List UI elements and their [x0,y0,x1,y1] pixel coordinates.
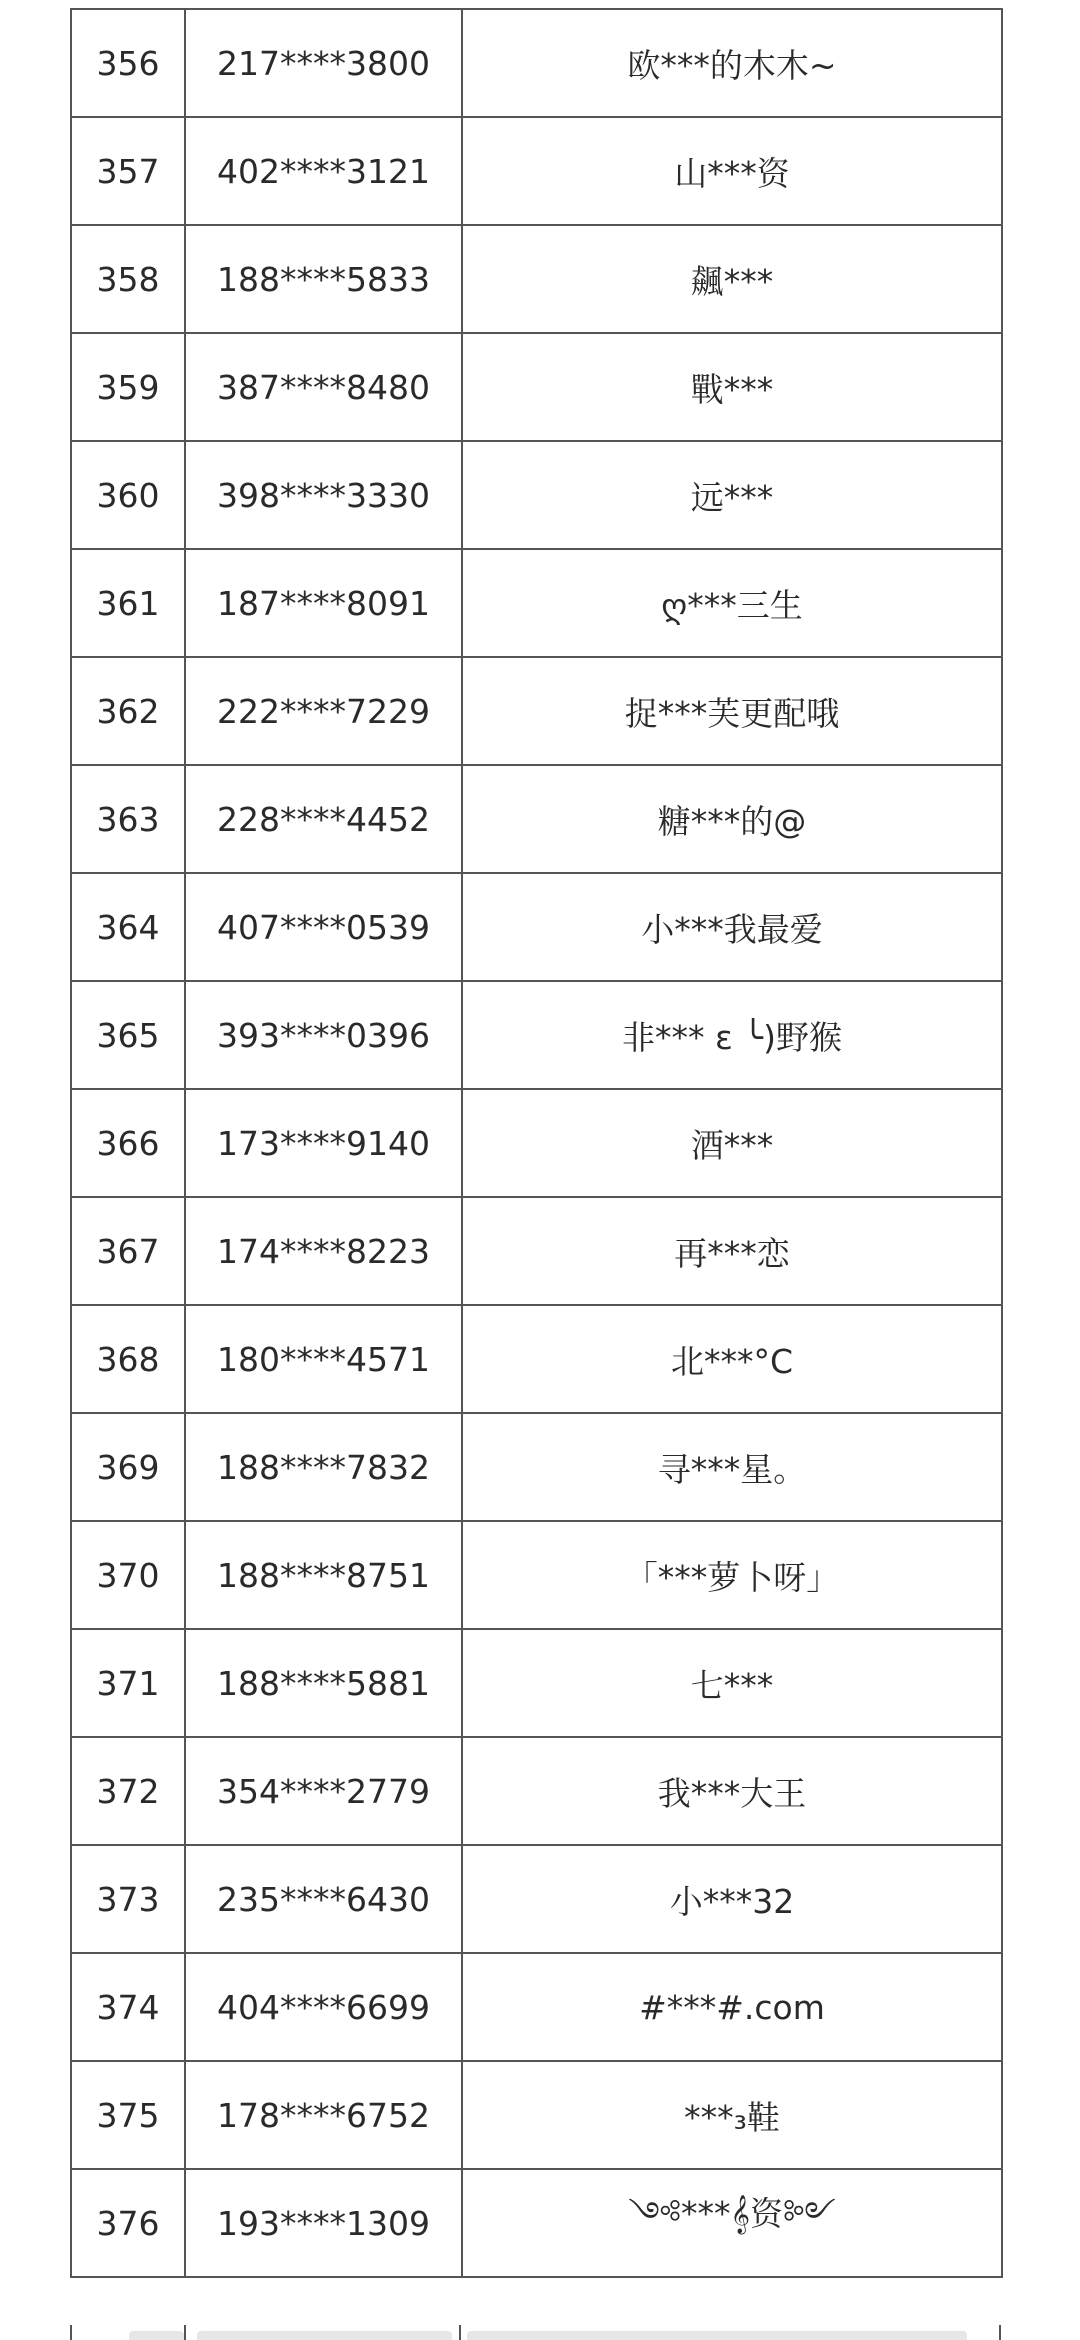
table-row [71,9,1002,117]
row-index-cell: 359 [71,333,185,441]
row-index-cell: 362 [71,657,185,765]
table-row [71,1305,1002,1413]
row-name-cell: ღ***三生 [462,549,1002,657]
row-id-cell: 235****6430 [185,1845,462,1953]
row-name-cell: 酒*** [462,1089,1002,1197]
table-body [71,9,1002,2277]
row-index-cell: 360 [71,441,185,549]
table-row [71,1521,1002,1629]
table-row [71,765,1002,873]
row-name-cell: #***#.com [462,1953,1002,2061]
table-row [71,2061,1002,2169]
row-id-cell: 178****6752 [185,2061,462,2169]
row-name-cell: 山***资 [462,117,1002,225]
row-name-cell: 北***°C [462,1305,1002,1413]
row-name-cell: 再***恋 [462,1197,1002,1305]
row-id-cell: 180****4571 [185,1305,462,1413]
row-index-cell: 358 [71,225,185,333]
table-row [71,333,1002,441]
table-row [71,117,1002,225]
table-row [71,1089,1002,1197]
table-row [71,657,1002,765]
row-name-cell: 小***32 [462,1845,1002,1953]
row-id-cell: 188****7832 [185,1413,462,1521]
row-name-cell: 寻***星。 [462,1413,1002,1521]
table-row [71,225,1002,333]
table-row [71,1845,1002,1953]
row-index-cell: 370 [71,1521,185,1629]
row-id-cell: 187****8091 [185,549,462,657]
row-name-cell: 捉***芙更配哦 [462,657,1002,765]
row-name-cell: ***₃鞋 [462,2061,1002,2169]
row-id-cell: 398****3330 [185,441,462,549]
row-index-cell: 364 [71,873,185,981]
row-name-cell: 「***萝卜呀」 [462,1521,1002,1629]
row-id-cell: 188****5881 [185,1629,462,1737]
row-index-cell: 363 [71,765,185,873]
row-index-cell: 373 [71,1845,185,1953]
row-name-cell: 戰*** [462,333,1002,441]
row-index-cell: 371 [71,1629,185,1737]
row-name-cell: 远*** [462,441,1002,549]
row-id-cell: 228****4452 [185,765,462,873]
row-id-cell: 393****0396 [185,981,462,1089]
row-name-cell: 飆*** [462,225,1002,333]
table-row [71,1737,1002,1845]
row-name-cell: 小***我最爱 [462,873,1002,981]
row-id-cell: 407****0539 [185,873,462,981]
table-row [71,1629,1002,1737]
row-name-cell: 七*** [462,1629,1002,1737]
row-index-cell: 356 [71,9,185,117]
row-id-cell: 174****8223 [185,1197,462,1305]
partial-next-row [70,2325,1001,2340]
row-index-cell: 361 [71,549,185,657]
row-index-cell: 376 [71,2169,185,2277]
row-name-cell: 欧***的木木~ [462,9,1002,117]
table-row [71,1413,1002,1521]
row-id-cell: 222****7229 [185,657,462,765]
row-index-cell: 367 [71,1197,185,1305]
table-row [71,441,1002,549]
row-id-cell: 193****1309 [185,2169,462,2277]
row-index-cell: 365 [71,981,185,1089]
row-index-cell: 375 [71,2061,185,2169]
row-index-cell: 374 [71,1953,185,2061]
row-id-cell: 173****9140 [185,1089,462,1197]
table-row [71,981,1002,1089]
row-index-cell: 357 [71,117,185,225]
row-id-cell: 188****8751 [185,1521,462,1629]
row-id-cell: 402****3121 [185,117,462,225]
row-index-cell: 369 [71,1413,185,1521]
table-row [71,1197,1002,1305]
table-row [71,873,1002,981]
row-id-cell: 404****6699 [185,1953,462,2061]
row-id-cell: 354****2779 [185,1737,462,1845]
row-name-cell: 糖***的@ [462,765,1002,873]
row-index-cell: 372 [71,1737,185,1845]
table-row [71,1953,1002,2061]
row-name-cell: 我***大王 [462,1737,1002,1845]
table-row [71,2169,1002,2277]
row-index-cell: 366 [71,1089,185,1197]
row-id-cell: 387****8480 [185,333,462,441]
winners-table [70,8,1003,2278]
row-name-cell: ༺***𝄞资༻ [462,2169,1002,2277]
row-id-cell: 217****3800 [185,9,462,117]
row-index-cell: 368 [71,1305,185,1413]
table-row [71,549,1002,657]
row-id-cell: 188****5833 [185,225,462,333]
row-name-cell: 非*** ε ╰)野猴 [462,981,1002,1089]
